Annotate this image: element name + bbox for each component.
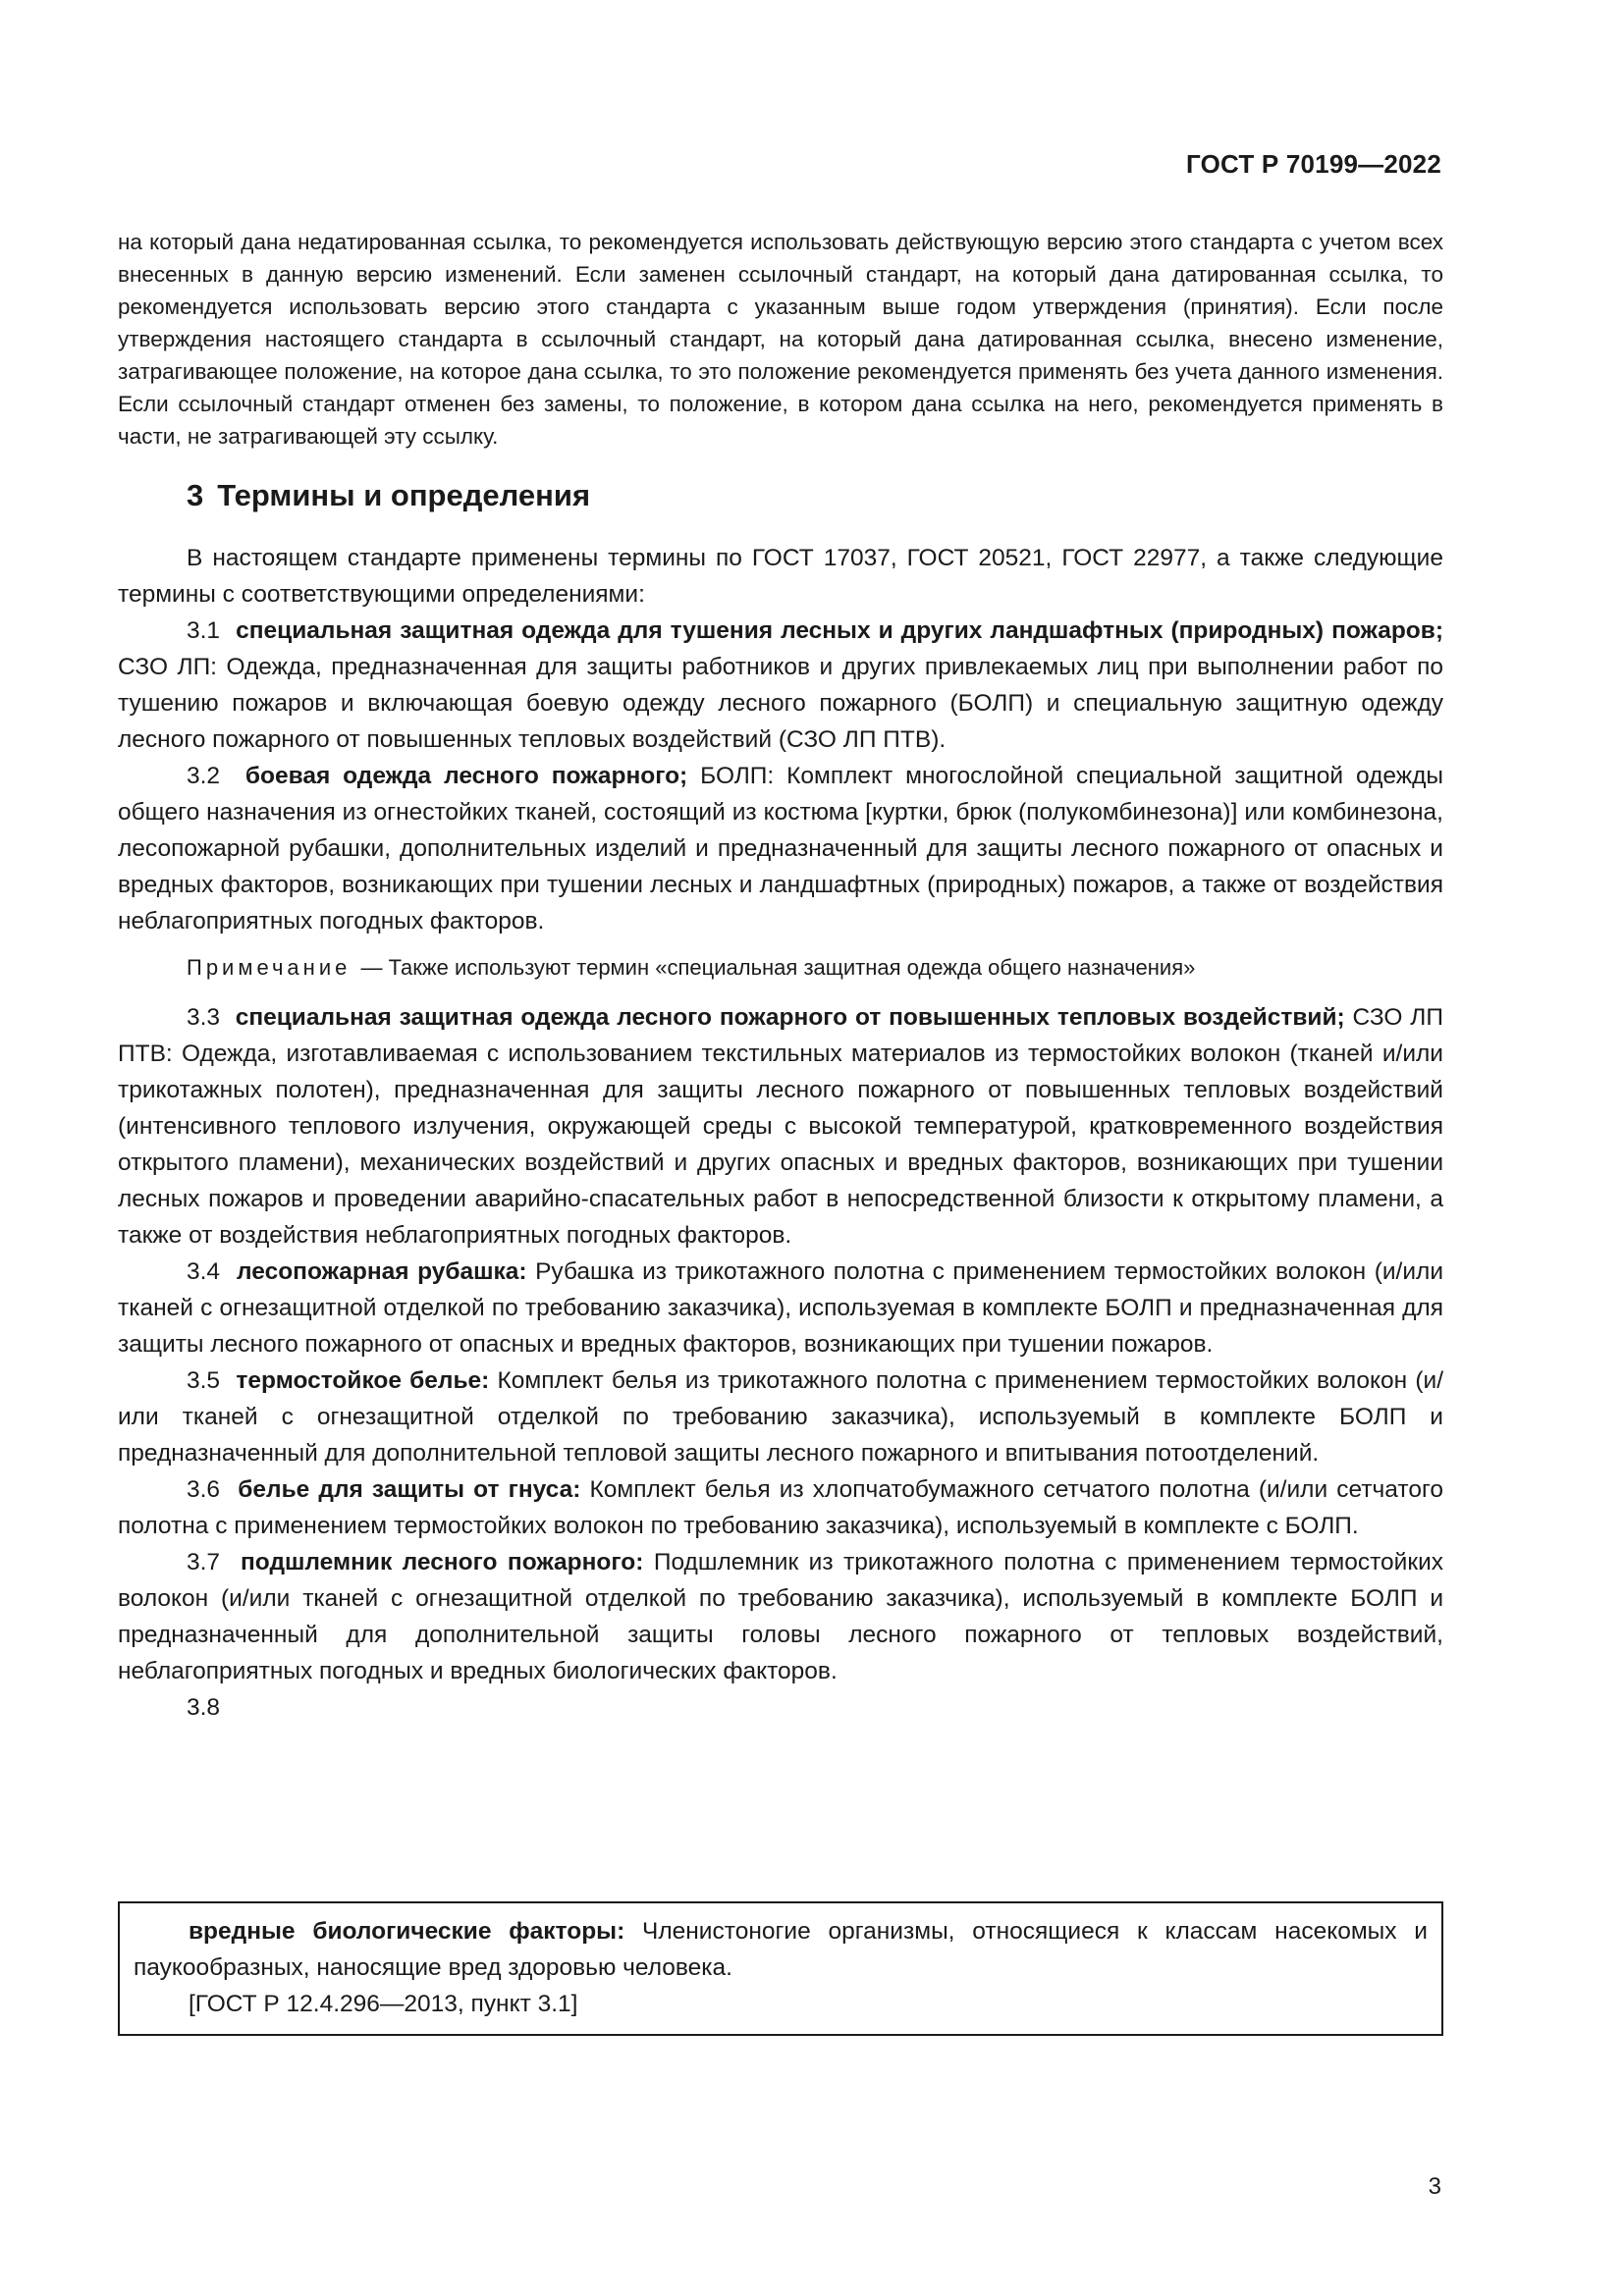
term-entry xyxy=(118,1254,1443,1362)
term-definition: Комплект белья из хлопчатобумажного сетчатого полотна (и/или сетчатого полотна с применением термостойких волокон по требованию заказчика), используемый в комплекте с БОЛП. xyxy=(118,1476,1443,1539)
term-name: подшлемник лесного пожарного: xyxy=(241,1549,644,1575)
term-name: лесопожарная рубашка: xyxy=(237,1258,527,1285)
term-number: 3.7 xyxy=(187,1549,221,1575)
term-name: термостойкое белье: xyxy=(236,1367,490,1394)
term-definition: Подшлемник из трикотажного полотна с применением термостойких волокон (и/или тканей с огнезащитной отделкой по требованию заказчика), используемый в комплекте БОЛП и предназначенный для дополнительной защиты головы лесного пожарного от тепловых воздействий, неблагоприятных погодных и вредных биологических факторов. xyxy=(118,1549,1444,1684)
page-number: 3 xyxy=(1428,2173,1441,2200)
note-text: — Также используют термин «специальная защитная одежда общего назначения» xyxy=(360,955,1196,980)
term-definition: СЗО ЛП ПТВ: Одежда, изготавливаемая с использованием текстильных материалов из термостойких волокон (тканей и/или трикотажных полотен), предназначенная для защиты лесного пожарного от повышенных тепловых воздействий (интенсивного теплового излучения, окружающей среды с высокой температурой, кратковременного воздействия открытого пламени), механических воздействий и других опасных и вредных факторов, возникающих при тушении лесных пожаров и проведении аварийно-спасательных работ в непосредственной близости к открытому пламени, а также от воздействия неблагоприятных погодных факторов. xyxy=(118,1004,1443,1249)
term-number: 3.6 xyxy=(187,1476,221,1503)
section-lead: В настоящем стандарте применены термины по ГОСТ 17037, ГОСТ 20521, ГОСТ 22977, а также следующие термины с соответствующими определениями: xyxy=(118,545,1443,608)
note xyxy=(118,951,1443,984)
term-name: белье для защиты от гнуса: xyxy=(238,1476,581,1503)
term-entry xyxy=(134,1913,1428,1986)
term-definition: БОЛП: Комплект многослойной специальной защитной одежды общего назначения из огнестойких тканей, состоящий из костюма [куртки, брюк (полукомбинезона)] или комбинезона, лесопожарной рубашки, дополнительных изделий и предназначенный для защиты лесного пожарного от опасных и вредных факторов, возникающих при тушении лесных и ландшафтных (природных) пожаров, а также от воздействия неблагоприятных погодных факторов. xyxy=(118,763,1444,934)
term-name: специальная защитная одежда лесного пожарного от повышенных тепловых воздействий; xyxy=(235,1004,1345,1031)
term-entry xyxy=(118,1544,1443,1689)
term-name: специальная защитная одежда для тушения лесных и других ландшафтных (природных) пожаров; xyxy=(236,617,1443,644)
standard-code-header: ГОСТ Р 70199—2022 xyxy=(1186,149,1441,179)
term-number: 3.5 xyxy=(187,1367,221,1394)
term-number-3-8: 3.8 xyxy=(187,1694,221,1721)
note-label: Примечание xyxy=(187,955,352,980)
term-name: боевая одежда лесного пожарного; xyxy=(244,763,688,789)
definition-source: [ГОСТ Р 12.4.296—2013, пункт 3.1] xyxy=(189,1991,578,2017)
term-definition: Членистоногие организмы, относящиеся к классам насекомых и паукообразных, наносящие вред здоровью человека. xyxy=(134,1918,1428,1981)
section-title xyxy=(187,478,590,513)
term-definition: Комплект белья из трикотажного полотна с применением термостойких волокон (и/или тканей с огнезащитной отделкой по требованию заказчика), используемый в комплекте БОЛП и предназначенный для дополнительной тепловой защиты лесного пожарного и впитывания потоотделений. xyxy=(118,1367,1443,1467)
section-title-text: Термины и определения xyxy=(217,478,591,512)
term-entry xyxy=(118,1362,1443,1471)
term-entry xyxy=(118,1471,1443,1544)
term-number: 3.3 xyxy=(187,1004,221,1031)
intro-paragraph: на который дана недатированная ссылка, то рекомендуется использовать действующую версию этого стандарта с учетом всех внесенных в данную версию изменений. Если заменен ссылочный стандарт, на который дана датированная ссылка, то рекомендуется использовать версию этого стандарта с указанным выше годом утверждения (принятия). Если после утверждения настоящего стандарта в ссылочный стандарт, на который дана датированная ссылка, внесено изменение, затрагивающее положение, на которое дана ссылка, то это положение рекомендуется применять без учета данного изменения. Если ссылочный стандарт отменен без замены, то положение, в котором дана ссылка на него, рекомендуется применять в части, не затрагивающей эту ссылку. xyxy=(118,230,1443,449)
term-number: 3.1 xyxy=(187,617,221,644)
terms-block xyxy=(118,540,1443,1726)
term-definition: СЗО ЛП: Одежда, предназначенная для защиты работников и других привлекаемых лиц при выполнении работ по тушению пожаров и включающая боевую одежду лесного пожарного (БОЛП) и специальную защитную одежду лесного пожарного от повышенных тепловых воздействий (СЗО ЛП ПТВ). xyxy=(118,654,1443,753)
term-entry xyxy=(118,613,1443,758)
term-name: вредные биологические факторы: xyxy=(189,1918,625,1945)
section-number: 3 xyxy=(187,478,204,512)
term-number: 3.2 xyxy=(187,763,221,789)
term-entry xyxy=(118,758,1443,939)
term-definition: Рубашка из трикотажного полотна с применением термостойких волокон (и/или тканей с огнезащитной отделкой по требованию заказчика), используемая в комплекте БОЛП и предназначенная для защиты лесного пожарного от опасных и вредных факторов, возникающих при тушении пожаров. xyxy=(118,1258,1444,1358)
quoted-definition-box xyxy=(118,1901,1443,2036)
term-number: 3.4 xyxy=(187,1258,221,1285)
term-entry xyxy=(118,999,1443,1254)
